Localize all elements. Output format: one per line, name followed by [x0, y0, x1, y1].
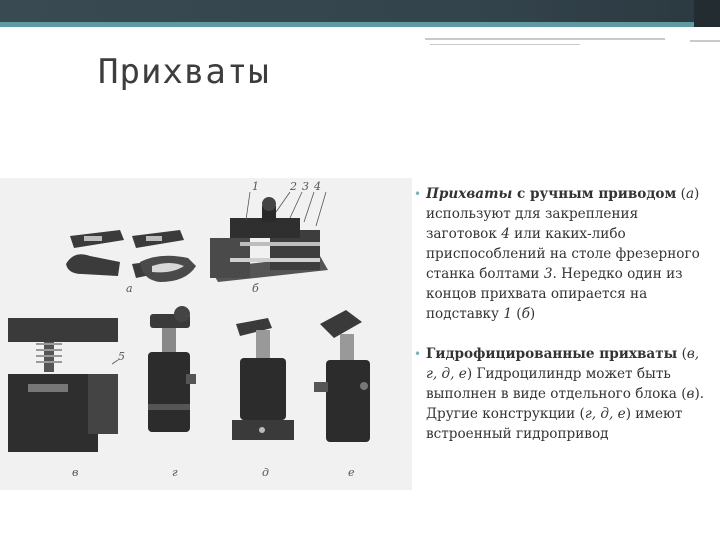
header-decor-line — [690, 40, 720, 42]
hydraulic-block-clamp-drawing — [8, 318, 118, 452]
bullet-icon: • — [414, 347, 422, 361]
bullet-hydraulic-clamps: • Гидрофицированные прихваты (в, г, д, е) Гидроцилиндр может быть выполнен в виде отдельного блока (в). Другие конструкции (г, д, е) имеют встроенный гидропривод — [414, 346, 705, 442]
callout-2: 2 — [290, 180, 297, 193]
label-a: a — [126, 282, 133, 295]
header-decor-line — [430, 44, 580, 45]
label-v: в — [72, 466, 79, 479]
slide-title: Прихваты — [98, 52, 270, 92]
swing-clamp-e-drawing — [314, 310, 370, 442]
clamps-figure — [0, 178, 412, 490]
header-accent-bar — [0, 22, 720, 27]
clamps-illustration — [0, 178, 412, 490]
swing-clamp-g-drawing — [148, 306, 196, 432]
callout-4: 4 — [314, 180, 321, 193]
header-bar — [0, 0, 720, 22]
header-decor-line — [425, 38, 665, 40]
callout-3: 3 — [302, 180, 309, 193]
label-e: е — [348, 466, 355, 479]
strap-clamps-drawing — [66, 230, 196, 282]
label-d: д — [262, 466, 269, 479]
callout-1: 1 — [252, 180, 259, 193]
callout-5: 5 — [118, 350, 125, 363]
clamp-on-table-drawing — [210, 192, 328, 282]
label-g: г — [172, 466, 178, 479]
bullet-manual-clamps: • Прихваты с ручным приводом (а) используют для закрепления заготовок 4 или каких-либо приспособлений на столе фрезерного станка болтами 3. Нередко один из концов прихвата опирается на подставку 1 (б) — [414, 186, 700, 322]
header-corner-block — [694, 0, 720, 27]
label-b: б — [252, 282, 259, 295]
description-text — [414, 184, 706, 464]
bullet-icon: • — [414, 187, 422, 201]
swing-clamp-d-drawing — [232, 318, 294, 440]
